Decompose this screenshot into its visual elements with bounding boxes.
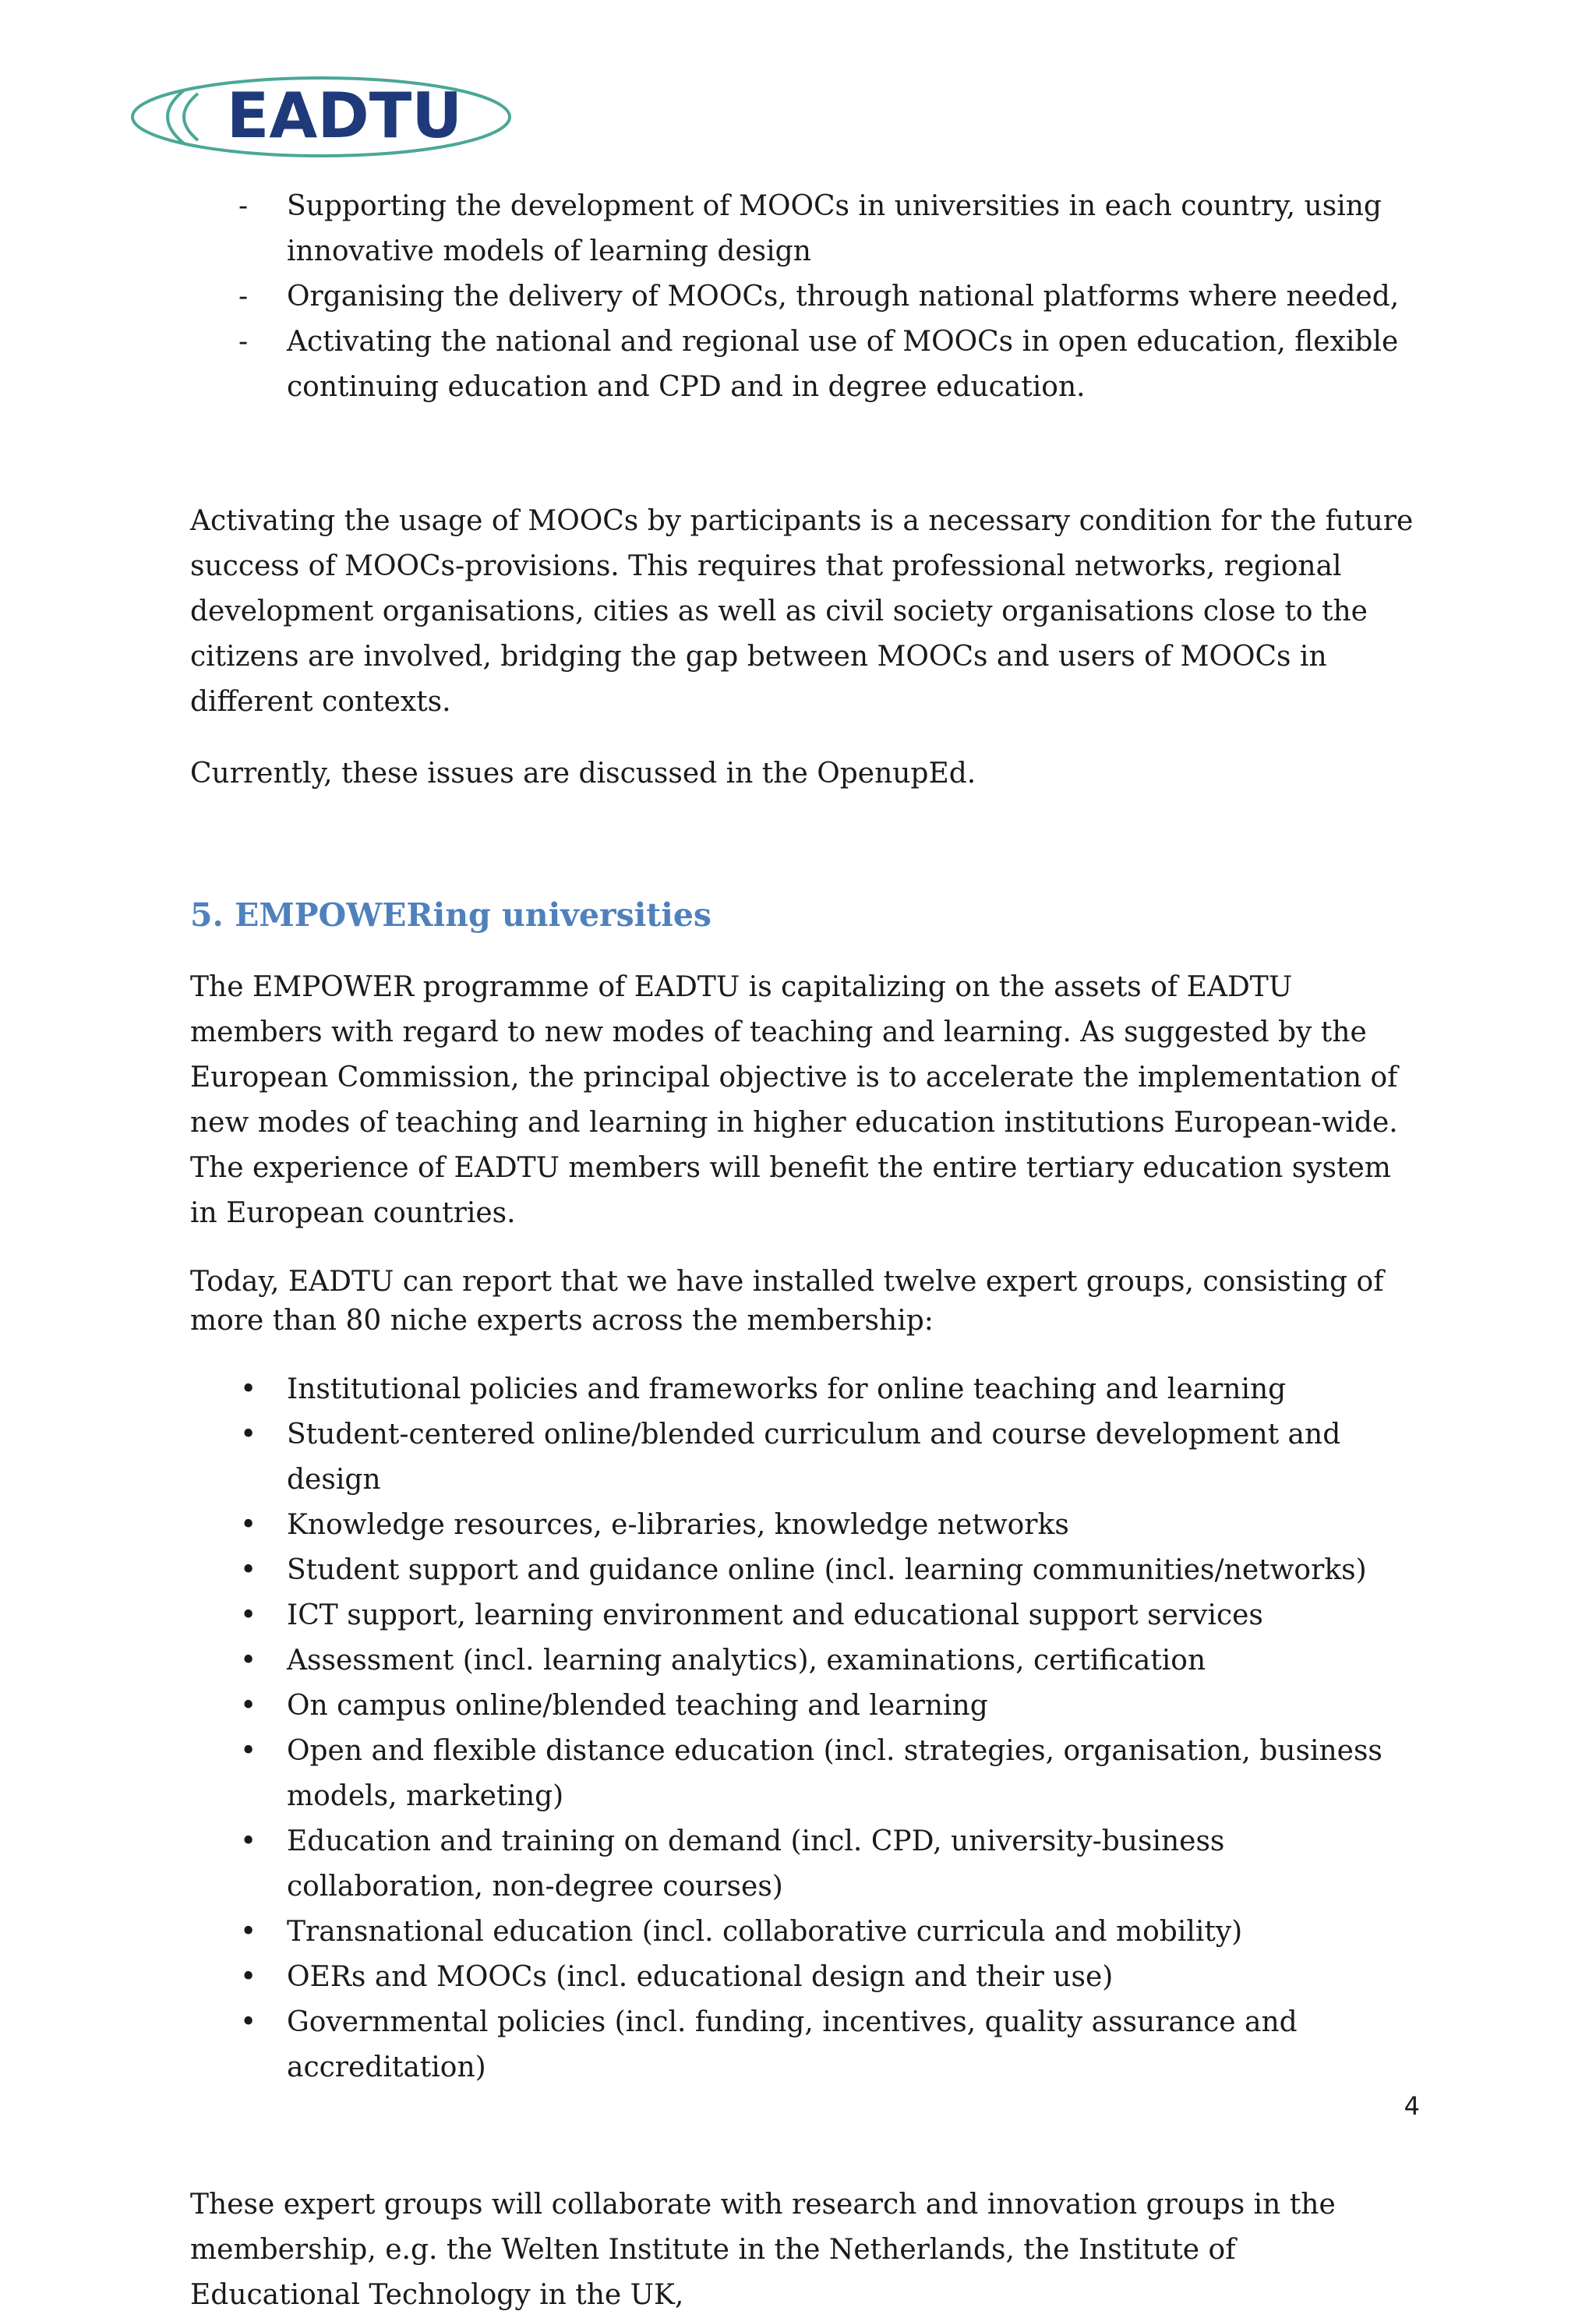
expert-groups-list [190,1367,1414,2090]
list-item-text: Transnational education (incl. collaborative curricula and mobility) [287,1916,1243,1948]
list-item-text: Assessment (incl. learning analytics), examinations, certification [287,1645,1206,1677]
mooc-activities-list [190,184,1414,410]
paragraph-mooc-usage: Activating the usage of MOOCs by participants is a necessary condition for the future success of MOOCs-provisions. This requires that professional networks, regional development organisations, cities as well as civil society organisations close to the citizens are involved, bridging the gap between MOOCs and users of MOOCs in different contexts. [190,505,1414,718]
section-heading: 5. EMPOWERing universities [190,896,711,934]
page-number: 4 [1404,2091,1420,2121]
list-item-text: Institutional policies and frameworks for online teaching and learning [287,1373,1287,1405]
list-item [190,2000,1414,2090]
list-item-text: Supporting the development of MOOCs in universities in each country, using innovative models of learning design [287,190,1382,267]
paragraph-expert-groups-intro: Today, EADTU can report that we have installed twelve expert groups, consisting of more than 80 niche experts across the membership: [190,1266,1384,1337]
list-item [190,1412,1414,1503]
list-item-text: Organising the delivery of MOOCs, through national platforms where needed, [287,281,1400,313]
bullet-marker: • [240,1825,257,1857]
list-item-text: Open and flexible distance education (incl. strategies, organisation, business models, marketing) [287,1735,1382,1812]
bullet-marker: • [240,2006,257,2038]
list-item [190,1819,1414,1910]
bullet-marker: • [240,1599,257,1631]
list-item-text: Activating the national and regional use of MOOCs in open education, flexible continuing education and CPD and in degree education. [287,326,1399,403]
list-item [190,1729,1414,1819]
list-item-text: OERs and MOOCs (incl. educational design and their use) [287,1961,1114,1993]
document-body [190,184,1414,2318]
list-item-text: Education and training on demand (incl. CPD, university-business collaboration, non-degree courses) [287,1825,1225,1903]
list-item [190,1955,1414,2000]
bullet-marker: • [240,1916,257,1948]
list-item [190,1503,1414,1548]
bullet-marker: • [240,1419,257,1451]
list-item-text: Knowledge resources, e-libraries, knowledge networks [287,1509,1069,1541]
bullet-marker: • [240,1554,257,1586]
bullet-marker: • [240,1961,257,1993]
bullet-marker: • [240,1645,257,1677]
bullet-marker: • [240,1735,257,1767]
list-item [190,1367,1414,1412]
list-item-text: ICT support, learning environment and educational support services [287,1599,1263,1631]
eadtu-logo-graphic [129,73,513,161]
list-item-text: On campus online/blended teaching and learning [287,1690,988,1722]
list-item [190,274,1414,320]
list-item [190,320,1414,410]
paragraph-collaboration: These expert groups will collaborate with research and innovation groups in the membership, e.g. the Welten Institute in the Netherlands, the Institute of Educational Technology in the UK, [190,2189,1336,2311]
list-item [190,1638,1414,1684]
list-item [190,1910,1414,1955]
bullet-marker: • [240,1373,257,1405]
dash-marker: - [238,326,249,358]
paragraph-openuped: Currently, these issues are discussed in the OpenupEd. [190,758,976,790]
list-item-text: Student-centered online/blended curriculum and course development and design [287,1419,1341,1496]
bullet-marker: • [240,1509,257,1541]
list-item [190,1593,1414,1638]
list-item [190,184,1414,274]
dash-marker: - [238,190,249,222]
list-item [190,1548,1414,1593]
logo-text: EADTU [226,80,463,152]
bullet-marker: • [240,1690,257,1722]
paragraph-empower-programme: The EMPOWER programme of EADTU is capitalizing on the assets of EADTU members with regard to new modes of teaching and learning. As suggested by the European Commission, the principal objective is to accelerate the implementation of new modes of teaching and learning in higher education institutions European-wide. The experience of EADTU members will benefit the entire tertiary education system in European countries. [190,971,1398,1229]
list-item-text: Student support and guidance online (incl. learning communities/networks) [287,1554,1367,1586]
eadtu-logo [129,73,513,161]
dash-marker: - [238,281,249,313]
list-item-text: Governmental policies (incl. funding, incentives, quality assurance and accreditation) [287,2006,1298,2083]
list-item [190,1684,1414,1729]
